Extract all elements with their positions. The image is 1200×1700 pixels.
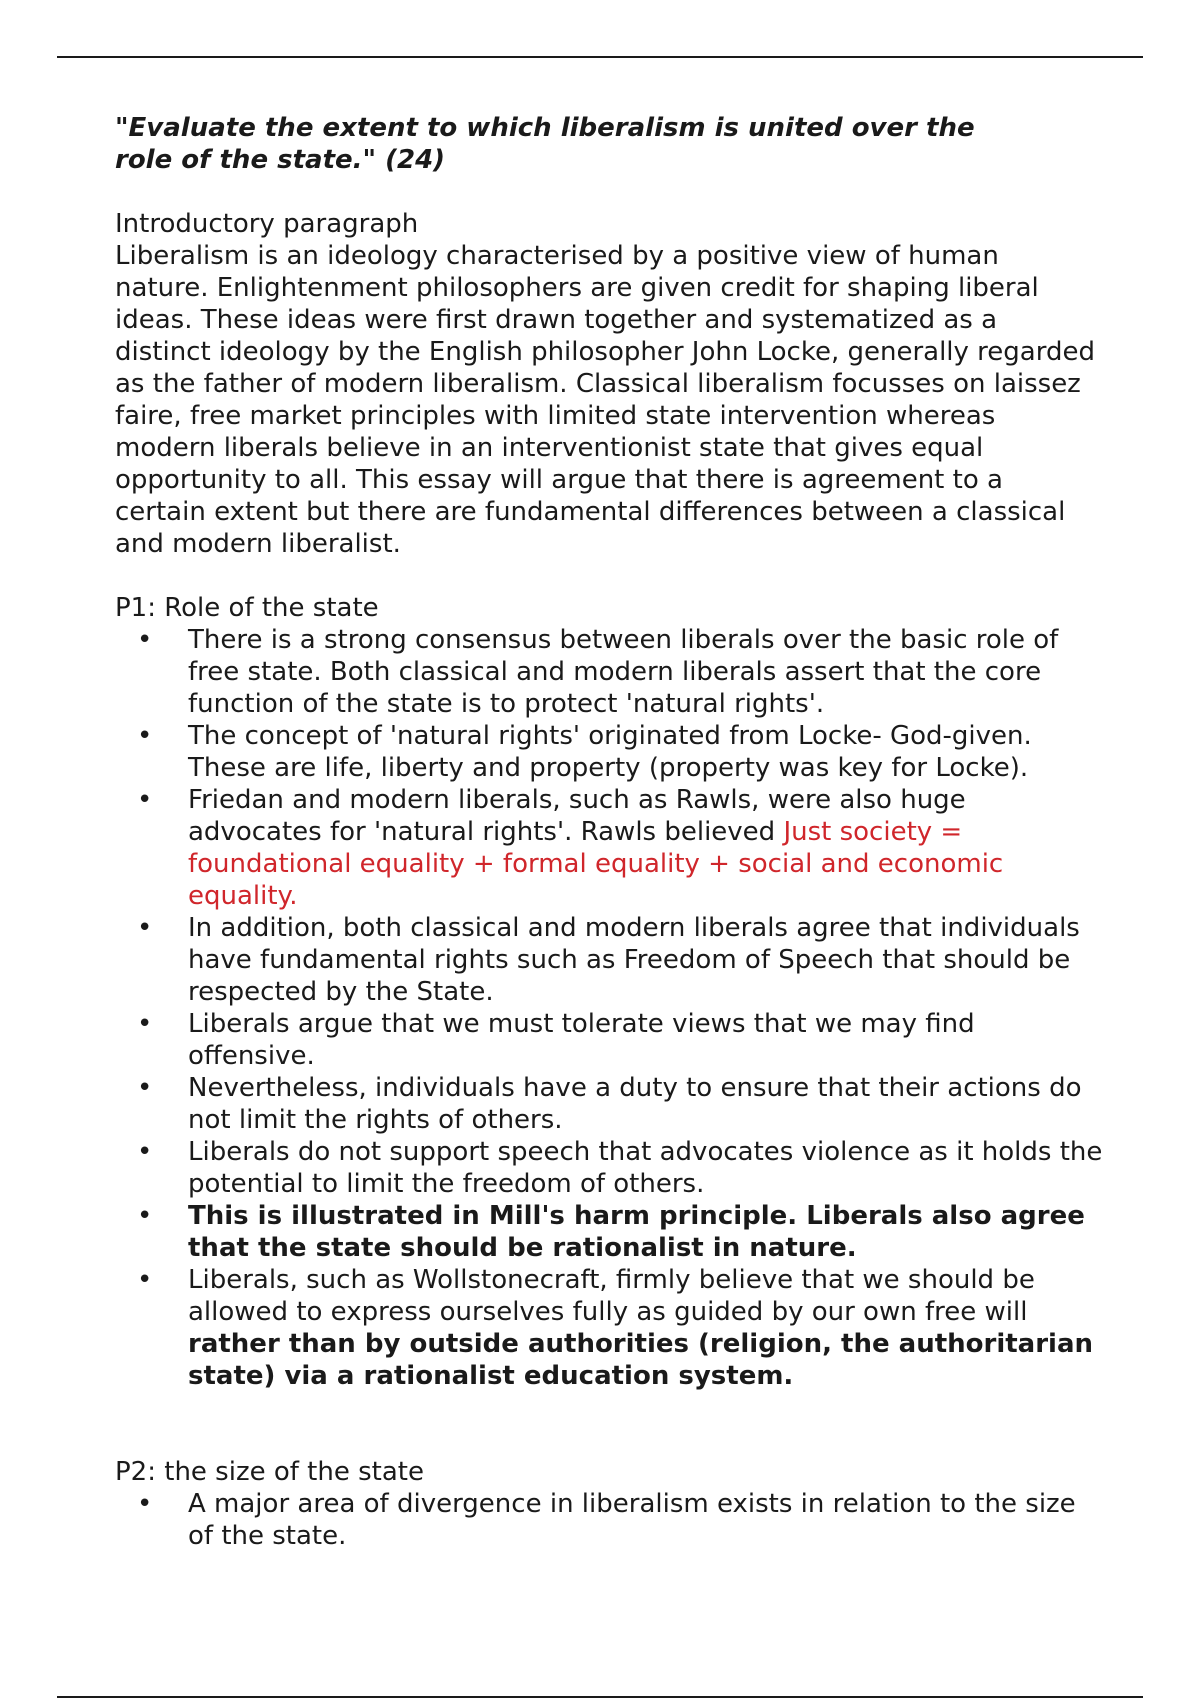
bullet-text: There is a strong consensus between liberals over the basic role of free state. Both classical and modern liberals assert that the core function of the state is to protect 'natural rights'. — [188, 625, 1059, 719]
intro-paragraph: Liberalism is an ideology characterised by a positive view of human nature. Enlightenment philosophers are given credit for shaping liberal ideas. These ideas were first drawn together and systematized as a distinct ideology by the English philosopher John Locke, generally regarded as the father of modern liberalism. Classical liberalism focusses on laissez faire, free market principles with limited state intervention whereas modern liberals believe in an interventionist state that gives equal opportunity to all. This essay will argue that there is agreement to a certain extent but there are fundamental differences between a classical and modern liberalist. — [115, 241, 1095, 559]
bold-text: rather than by outside authorities (religion, the authoritarian state) via a rationalist education system. — [188, 1329, 1094, 1391]
bullet-icon: • — [137, 1201, 153, 1231]
bullet-icon: • — [137, 1137, 153, 1167]
list-item — [115, 1488, 1103, 1552]
bullet-icon: • — [137, 1073, 153, 1103]
intro-heading: Introductory paragraph — [115, 209, 419, 239]
bullet-icon: • — [137, 625, 153, 655]
bottom-rule — [57, 1696, 1143, 1698]
bullet-text: Liberals argue that we must tolerate views that we may find offensive. — [188, 1009, 975, 1071]
list-item — [115, 912, 1103, 1008]
bullet-text: This is illustrated in Mill's harm principle. Liberals also agree that the state should be rationalist in nature. — [188, 1201, 1085, 1263]
essay-title: "Evaluate the extent to which liberalism is united over the role of the state." (24) — [115, 113, 975, 175]
list-item — [115, 1136, 1103, 1200]
bullet-icon: • — [137, 785, 153, 815]
bullet-text: Nevertheless, individuals have a duty to ensure that their actions do not limit the rights of others. — [188, 1073, 1082, 1135]
bullet-text: Liberals, such as Wollstonecraft, firmly believe that we should be allowed to express ourselves fully as guided by our own free will — [188, 1265, 1035, 1327]
p1-bullet-list — [115, 624, 1103, 1392]
bullet-text: The concept of 'natural rights' originated from Locke- God-given. These are life, liberty and property (property was key for Locke). — [188, 721, 1032, 783]
bullet-icon: • — [137, 721, 153, 751]
bullet-text: Liberals do not support speech that advocates violence as it holds the potential to limit the freedom of others. — [188, 1137, 1103, 1199]
bullet-text: In addition, both classical and modern liberals agree that individuals have fundamental rights such as Freedom of Speech that should be respected by the State. — [188, 913, 1080, 1007]
document-body — [115, 112, 1103, 1552]
p2-bullet-list — [115, 1488, 1095, 1552]
list-item — [115, 1008, 1103, 1072]
highlighted-text: Just society = foundational equality + formal equality + social and economic equality. — [188, 817, 1004, 911]
bullet-icon: • — [137, 1265, 153, 1295]
p1-heading: P1: Role of the state — [115, 593, 379, 623]
section-spacer — [115, 1392, 1095, 1456]
list-item — [115, 1264, 1103, 1392]
list-item — [115, 784, 1103, 912]
top-rule — [57, 56, 1143, 58]
list-item — [115, 624, 1103, 720]
list-item — [115, 720, 1103, 784]
bullet-text: Friedan and modern liberals, such as Rawls, were also huge advocates for 'natural rights'. Rawls believed — [188, 785, 966, 847]
bullet-text: A major area of divergence in liberalism exists in relation to the size of the state. — [188, 1489, 1076, 1551]
bullet-icon: • — [137, 1489, 153, 1519]
bullet-icon: • — [137, 913, 153, 943]
p2-heading: P2: the size of the state — [115, 1457, 424, 1487]
list-item — [115, 1072, 1103, 1136]
list-item — [115, 1200, 1103, 1264]
bullet-icon: • — [137, 1009, 153, 1039]
